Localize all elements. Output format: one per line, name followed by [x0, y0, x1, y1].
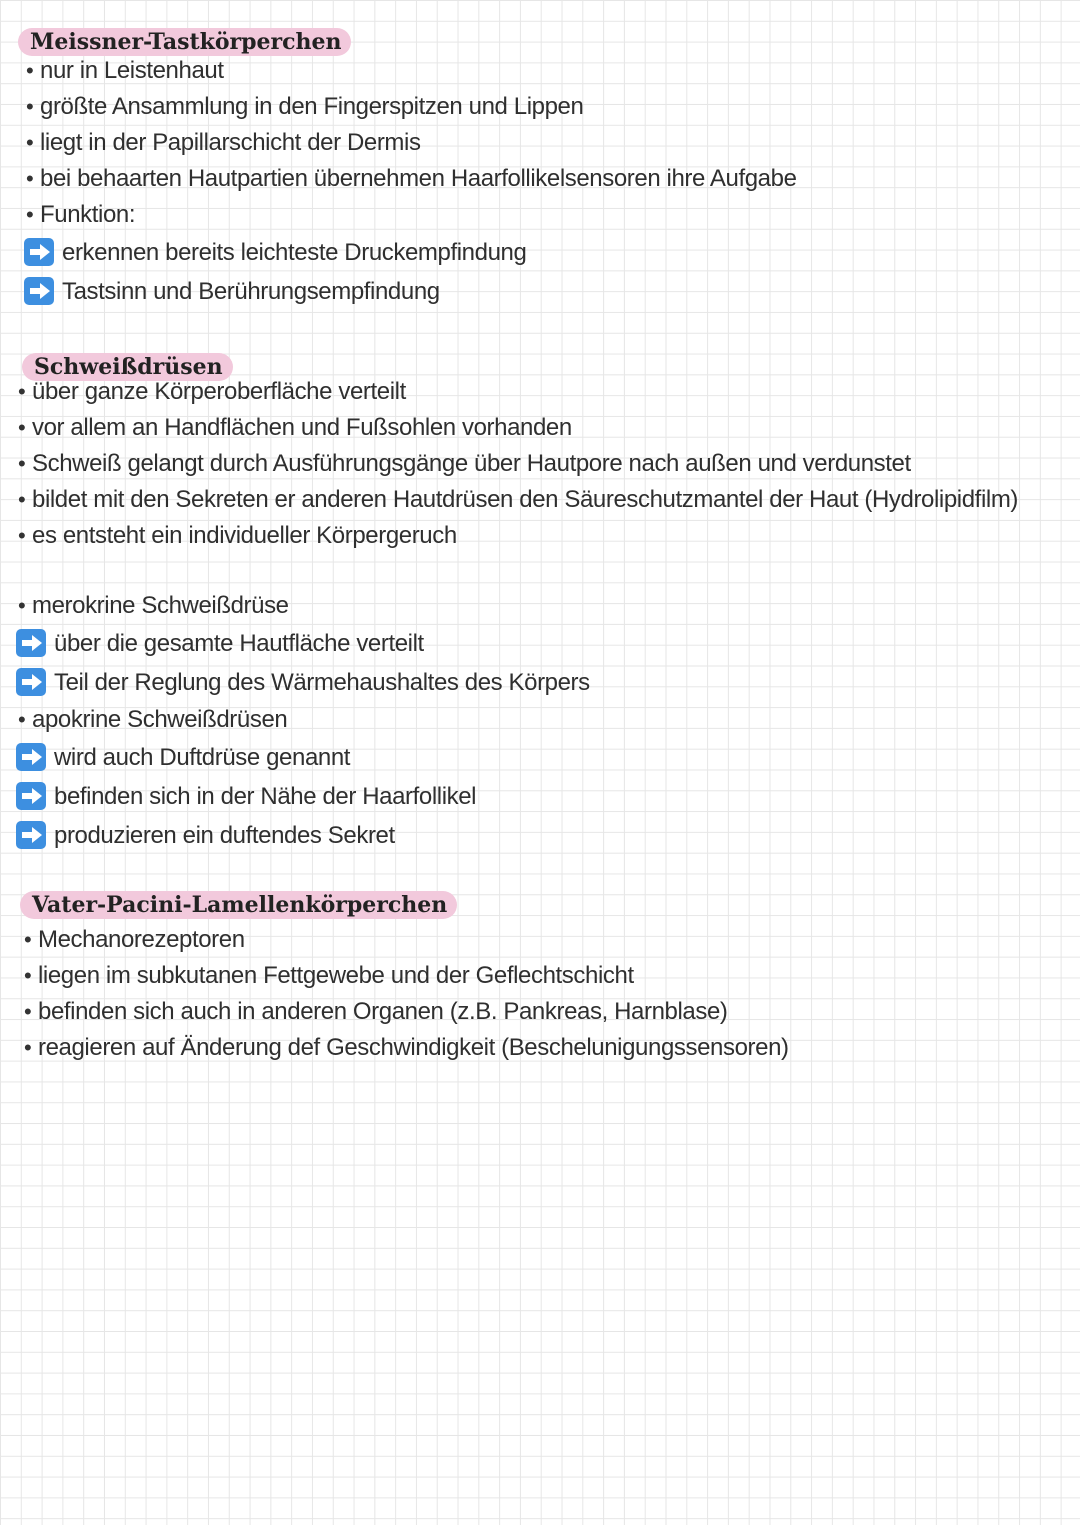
bullet-dot: •: [18, 451, 26, 476]
list-item: • bildet mit den Sekreten er anderen Hautdrüsen den Säureschutzmantel der Haut (Hydrolipidfilm): [18, 486, 1018, 513]
bullet-dot: •: [26, 94, 34, 119]
section-title: Schweißdrüsen: [22, 353, 233, 381]
list-item: • liegt in der Papillarschicht der Dermis: [26, 129, 421, 156]
bullet-dot: •: [24, 927, 32, 952]
list-item: • über ganze Körperoberfläche verteilt: [18, 378, 406, 405]
bullet-dot: •: [18, 379, 26, 404]
list-item: • nur in Leistenhaut: [26, 57, 224, 84]
bullet-dot: •: [18, 523, 26, 548]
bullet-dot: •: [26, 58, 34, 83]
right-arrow-icon: [16, 629, 46, 657]
list-item: wird auch Duftdrüse genannt: [16, 743, 350, 773]
list-item: über die gesamte Hautfläche verteilt: [16, 629, 424, 659]
right-arrow-icon: [24, 238, 54, 266]
bullet-dot: •: [24, 963, 32, 988]
bullet-dot: •: [18, 487, 26, 512]
list-item: produzieren ein duftendes Sekret: [16, 821, 395, 851]
right-arrow-icon: [16, 821, 46, 849]
list-item: erkennen bereits leichteste Druckempfindung: [24, 238, 526, 268]
right-arrow-icon: [16, 668, 46, 696]
list-item: • größte Ansammlung in den Fingerspitzen und Lippen: [26, 93, 584, 120]
list-item: • Schweiß gelangt durch Ausführungsgänge über Hautpore nach außen und verdunstet: [18, 450, 911, 477]
list-item: • befinden sich auch in anderen Organen (z.B. Pankreas, Harnblase): [24, 998, 728, 1025]
bullet-dot: •: [24, 999, 32, 1024]
list-item: • merokrine Schweißdrüse: [18, 592, 289, 619]
list-item: Tastsinn und Berührungsempfindung: [24, 277, 440, 307]
list-item: • bei behaarten Hautpartien übernehmen Haarfollikelsensoren ihre Aufgabe: [26, 165, 797, 192]
bullet-dot: •: [24, 1035, 32, 1060]
list-item: • liegen im subkutanen Fettgewebe und der Geflechtschicht: [24, 962, 634, 989]
bullet-dot: •: [26, 166, 34, 191]
bullet-dot: •: [18, 593, 26, 618]
list-item: • Mechanorezeptoren: [24, 926, 245, 953]
bullet-dot: •: [26, 130, 34, 155]
right-arrow-icon: [16, 743, 46, 771]
section-title: Meissner-Tastkörperchen: [18, 28, 351, 56]
right-arrow-icon: [16, 782, 46, 810]
list-item: befinden sich in der Nähe der Haarfollikel: [16, 782, 476, 812]
section-title: Vater-Pacini-Lamellenkörperchen: [20, 891, 457, 919]
list-item: • reagieren auf Änderung def Geschwindigkeit (Beschelunigungssensoren): [24, 1034, 789, 1061]
bullet-dot: •: [18, 415, 26, 440]
list-item: Teil der Reglung des Wärmehaushaltes des Körpers: [16, 668, 590, 698]
list-item: • Funktion:: [26, 201, 136, 228]
right-arrow-icon: [24, 277, 54, 305]
bullet-dot: •: [26, 202, 34, 227]
list-item: • es entsteht ein individueller Körpergeruch: [18, 522, 457, 549]
list-item: • apokrine Schweißdrüsen: [18, 706, 288, 733]
list-item: • vor allem an Handflächen und Fußsohlen vorhanden: [18, 414, 572, 441]
bullet-dot: •: [18, 707, 26, 732]
